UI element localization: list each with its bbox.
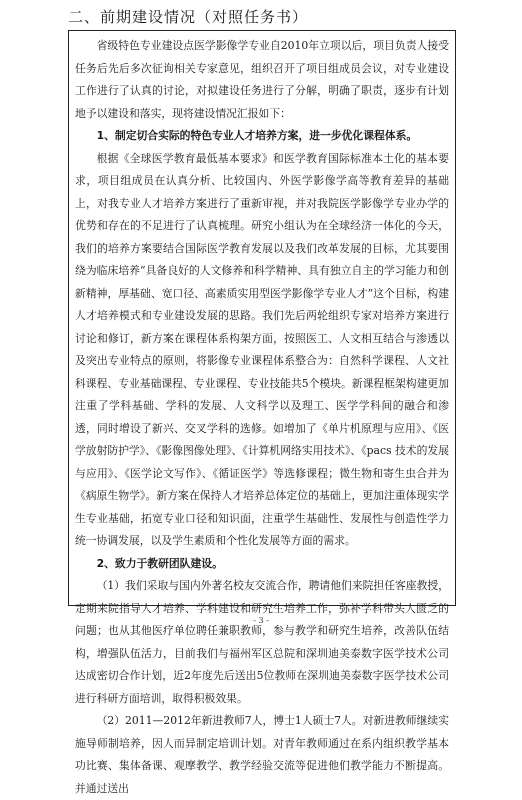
page-number: - 3 - — [253, 616, 269, 625]
paragraph-curriculum: 根据《全球医学教育最低基本要求》和医学教育国际标准本土化的基本要求，项目组成员在认真分析、比较国内、外医学影像学高等教育差异的基础上，对我专业人才培养方案进行了重新审视，并对我院医学影像学专业办学的优势和存在的不足进行了认真梳理。研究小组认为在全球经济一体化的今天，我们的培养方案要结合国际医学教育发展以及我们改革发展的目标，尤其要围绕为临床培养“具备良好的人文修养和科学精神、具有独立自主的学习能力和创新精神，厚基础、宽口径、高素质实用型医学影像学专业人才”这个目标，构建人才培养模式和专业建设发展的思路。我们先后两轮组织专家对培养方案进行讨论和修订，新方案在课程体系构架方面，按照医工、人文相互结合与渗透以及突出专业特点的原则，将影像专业课程体系整合为：自然科学课程、人文社科课程、专业基础课程、专业课程、专业技能共5个模块。新课程框架构建更加注重了学科基础、学科的发展、人文科学以及理工、医学学科间的融合和渗透，同时增设了新兴、交叉学科的选修。如增加了《单片机原理与应用》、《医学放射防护学》、《影像图像处理》、《计算机网络实用技术》、《pacs 技术的发展与应用》、《医学论文写作》、《循证医学》等选修课程；微生物和寄生虫合并为《病原生物学》。新方案在保持人才培养总体定位的基础上，更加注重体现实学生专业基础，拓宽专业口径和知识面，注重学生基础性、发展性与创造性学力统一协调发展，以及学生素质和个性化发展等方面的需求。 — [75, 151, 449, 547]
paragraph-team-2: （2）2011—2012年新进教师7人，博士1人硕士7人。对新进教师继续实施导师制培养，因人而异制定培训计划。对青年教师通过在系内组织教学基本功比赛、集体备课、观摩教学、教学经验交流等促进他们教学能力不断提高。并通过送出 — [75, 714, 449, 795]
paragraph-heading-1: 1、制定切合实际的特色专业人才培养方案，进一步优化课程体系。 — [96, 129, 418, 142]
paragraph-intro: 省级特色专业建设点医学影像学专业自2010年立项以后，项目负责人接受任务后先后多次征询相关专家意见，组织召开了项目组成员会议，对专业建设工作进行了认真的讨论，对拟建设任务进行了分解，明确了职责，逐步有计划地予以建设和落实，现将建设情况汇报如下： — [75, 39, 449, 120]
content-box — [68, 30, 456, 795]
paragraph-team-1: （1）我们采取与国内外著名校友交流合作，聘请他们来院担任客座教授，定期来院指导人才培养、学科建设和研究生培养工作，弥补学科带头人匮乏的问题；也从其他医疗单位聘任兼职教师，参与教学和研究生培养，改善队伍结构，增强队伍活力，目前我们与福州军区总院和深圳迪美泰数字医学技术公司达成密切合作计划，近2年度先后送出5位教师在深圳迪美泰数字医学技术公司进行科研方面培训，取得积极效果。 — [75, 579, 449, 705]
section-heading: 二、前期建设情况（对照任务书） — [68, 8, 309, 26]
content-body — [69, 31, 455, 800]
paragraph-heading-2: 2、致力于教研团队建设。 — [96, 556, 223, 570]
